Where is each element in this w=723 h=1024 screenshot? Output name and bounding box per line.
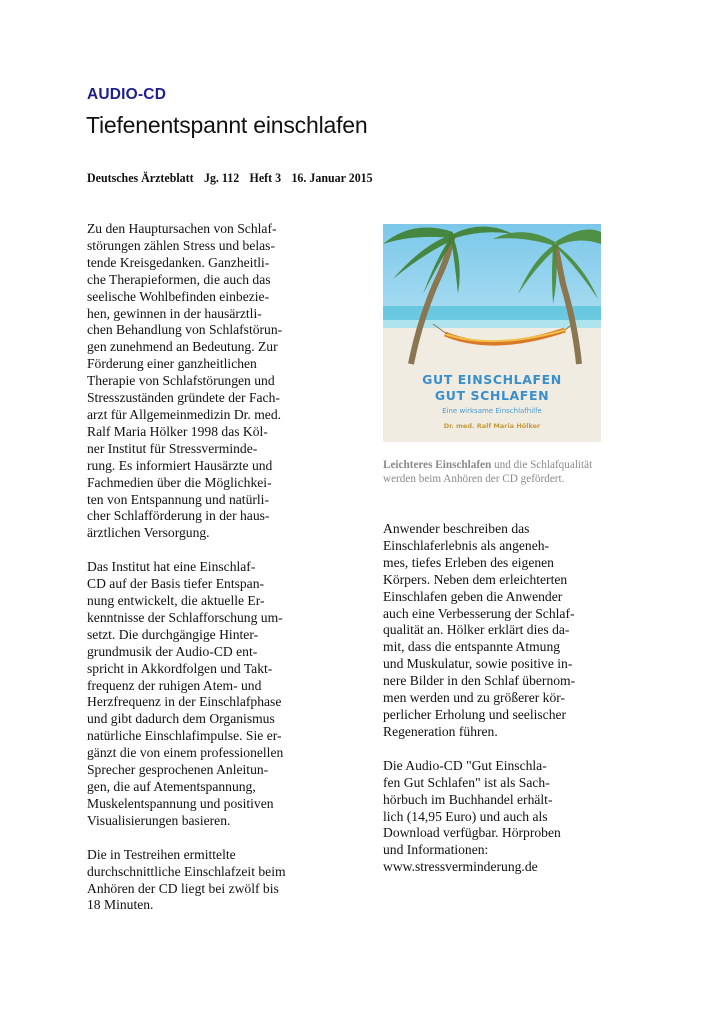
text-line: auch eine Verbesserung der Schlaf- <box>383 605 575 621</box>
text-line: Das Institut hat eine Einschlaf- <box>87 559 256 575</box>
text-line: hörbuch im Buchhandel erhält- <box>383 791 553 807</box>
text-line: Anwender beschreiben das <box>383 521 530 536</box>
caption-bold: Leichteres Einschlafen <box>383 459 492 471</box>
text-line: Körpers. Neben dem erleichterten <box>383 571 568 587</box>
paragraph <box>87 221 302 542</box>
text-line: gen zunehmend an Bedeutung. Zur <box>87 339 278 355</box>
journal-issue: Heft 3 <box>249 170 282 185</box>
cover-title-line1: GUT EINSCHLAFEN <box>422 372 562 387</box>
journal-volume: Jg. 112 <box>203 170 240 185</box>
text-line: kenntnisse der Schlafforschung um- <box>87 609 283 625</box>
text-line: ner Institut für Stressverminde- <box>87 440 258 456</box>
text-line: Download verfügbar. Hörproben <box>383 825 561 841</box>
caption-rest: und die Schlafqualität <box>491 459 593 471</box>
text-line: Die in Testreihen ermittelte <box>87 846 236 862</box>
text-line: Einschlaferlebnis als angeneh- <box>383 537 550 553</box>
source-line <box>87 170 380 186</box>
paragraph-gap <box>383 741 598 758</box>
text-line: www.stressverminderung.de <box>383 859 538 875</box>
text-line: mit, dass die entspannte Atmung <box>383 639 561 655</box>
text-line: Zu den Hauptursachen von Schlaf- <box>87 221 277 236</box>
text-line: und Muskulatur, sowie positive in- <box>383 656 573 672</box>
text-line: Regeneration führen. <box>383 723 498 739</box>
text-line: Sprecher gesprochenen Anleitun- <box>87 762 269 778</box>
text-line: lich (14,95 Euro) und auch als <box>383 808 548 824</box>
text-line: fen Gut Schlafen" ist als Sach- <box>383 774 550 790</box>
text-line: Visualisierungen basieren. <box>87 812 231 828</box>
text-line: mes, tiefes Erleben des eigenen <box>383 554 554 570</box>
paragraph-gap <box>87 542 302 559</box>
text-line: hen, gewinnen in der hausärztli- <box>87 305 262 321</box>
image-caption <box>383 458 613 486</box>
cover-subtitle: Eine wirksame Einschlafhilfe <box>442 407 542 415</box>
text-line: CD auf der Basis tiefer Entspan- <box>87 576 265 592</box>
text-line: Die Audio-CD "Gut Einschla- <box>383 757 547 773</box>
text-line: arzt für Allgemeinmedizin Dr. med. <box>87 406 282 422</box>
text-line: und Informationen: <box>383 842 489 858</box>
left-text-column <box>87 221 302 914</box>
text-line: Anhören der CD liegt bei zwölf bis <box>87 880 279 896</box>
paragraph-gap <box>87 830 302 847</box>
paragraph <box>87 847 302 915</box>
text-line: Förderung einer ganzheitlichen <box>87 356 257 372</box>
text-line: nung entwickelt, die aktuelle Er- <box>87 593 265 609</box>
journal-date: 16. Januar 2015 <box>291 170 373 185</box>
text-line: Therapie von Schlafstörungen und <box>87 373 275 389</box>
text-line: spricht in Akkordfolgen und Takt- <box>87 660 273 676</box>
paragraph <box>87 559 302 830</box>
text-line: ärztlichen Versorgung. <box>87 525 210 541</box>
text-line: perlicher Erholung und seelischer <box>383 706 567 722</box>
paragraph <box>383 521 598 741</box>
text-line: Stresszuständen gründete der Fach- <box>87 390 280 406</box>
text-line: men werden und zu größerer kör- <box>383 690 566 706</box>
text-line: ten von Entspannung und natürli- <box>87 491 269 507</box>
cd-cover-image <box>383 224 601 442</box>
cover-author: Dr. med. Ralf Maria Hölker <box>443 422 541 430</box>
text-line: chen Behandlung von Schlafstörun- <box>87 322 283 338</box>
caption-line2: werden beim Anhören der CD gefördert. <box>383 473 565 485</box>
text-line: durchschnittliche Einschlafzeit beim <box>87 863 286 879</box>
text-line: Einschlafen geben die Anwender <box>383 588 563 604</box>
text-line: und gibt dadurch dem Organismus <box>87 711 275 727</box>
text-line: natürliche Einschlafimpulse. Sie er- <box>87 728 282 744</box>
journal-name: Deutsches Ärzteblatt <box>87 170 194 185</box>
section-kicker: AUDIO-CD <box>87 86 167 103</box>
cover-title-line2: GUT SCHLAFEN <box>434 388 550 403</box>
text-line: nere Bilder in den Schlaf übernom- <box>383 673 576 689</box>
text-line: che Therapieformen, die auch das <box>87 271 271 287</box>
text-line: tende Kreisgedanken. Ganzheitli- <box>87 254 270 270</box>
text-line: cher Schlafförderung in der haus- <box>87 508 270 524</box>
text-line: Muskelentspannung und positiven <box>87 795 274 811</box>
text-line: seelische Wohlbefinden einbezie- <box>87 288 270 304</box>
right-text-column <box>383 521 598 876</box>
text-line: Ralf Maria Hölker 1998 das Köl- <box>87 423 268 439</box>
text-line: störungen zählen Stress und belas- <box>87 237 276 253</box>
text-line: grundmusik der Audio-CD ent- <box>87 643 258 659</box>
text-line: setzt. Die durchgängige Hinter- <box>87 626 259 642</box>
paragraph <box>383 758 598 876</box>
text-line: rung. Es informiert Hausärzte und <box>87 457 273 473</box>
text-line: qualität an. Hölker erklärt dies da- <box>383 622 570 638</box>
text-line: gen, die auf Atementspannung, <box>87 779 256 794</box>
text-line: gänzt die von einem professionellen <box>87 745 284 761</box>
text-line: Fachmedien über die Möglichkei- <box>87 474 272 490</box>
text-line: frequenz der ruhigen Atem- und <box>87 677 262 693</box>
text-line: 18 Minuten. <box>87 897 154 913</box>
text-line: Herzfrequenz in der Einschlafphase <box>87 694 282 710</box>
article-headline: Tiefenentspannt einschlafen <box>86 112 368 138</box>
